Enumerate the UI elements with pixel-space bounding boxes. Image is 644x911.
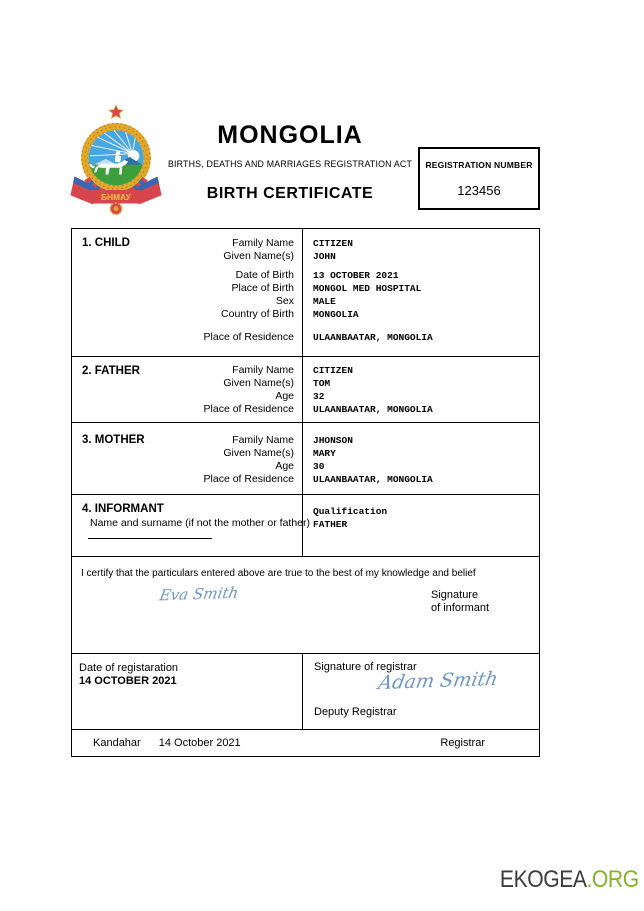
field-value: MARY: [313, 448, 336, 459]
ekogea-logo-tld: .ORG: [586, 866, 639, 893]
document-title: BIRTH CERTIFICATE: [206, 185, 374, 202]
field-value: MONGOL MED HOSPITAL: [313, 283, 422, 294]
section-mother: [72, 423, 539, 495]
informant-name-underline: [88, 538, 212, 539]
field-label: Place of Residence: [203, 331, 294, 343]
field-value: ULAANBAATAR, MONGOLIA: [313, 474, 433, 485]
ekogea-logo: [500, 866, 639, 894]
section-child: [72, 229, 539, 357]
field-label: Place of Residence: [203, 473, 294, 485]
registrar-signature: Adam Smith: [376, 667, 500, 695]
field-label: Given Name(s): [223, 447, 294, 459]
field-value: ULAANBAATAR, MONGOLIA: [313, 404, 433, 415]
section-heading: 2. FATHER: [82, 365, 140, 377]
field-value: 32: [313, 391, 325, 402]
country-title: MONGOLIA: [217, 121, 363, 149]
field-label: Sex: [275, 295, 294, 307]
field-value: MONGOLIA: [313, 309, 359, 320]
field-label: Given Name(s): [223, 377, 294, 389]
field-label: Family Name: [232, 237, 294, 249]
section-registrar: [72, 654, 539, 730]
qualification-value: FATHER: [313, 519, 348, 530]
ekogea-logo-brand: EKOGEA: [500, 866, 587, 893]
field-label: Date of Birth: [235, 269, 294, 281]
section-heading: 1. CHILD: [82, 237, 130, 249]
field-value: MALE: [313, 296, 336, 307]
field-label: Family Name: [232, 434, 294, 446]
section-father: [72, 357, 539, 423]
registration-date-label: Date of registaration: [79, 662, 179, 674]
field-label: Age: [275, 460, 294, 472]
field-label: Family Name: [232, 364, 294, 376]
star-icon: [109, 105, 123, 118]
registration-date-value: 14 OCTOBER 2021: [79, 675, 177, 687]
footer-date: 14 October 2021: [158, 737, 241, 749]
section-heading: 4. INFORMANT: [82, 503, 164, 515]
signature-caption-line1: Signature: [431, 589, 479, 601]
footer-place: Kandahar: [93, 737, 141, 749]
certificate-table: [71, 228, 540, 757]
section-informant: [72, 495, 539, 557]
registration-number-box: [418, 147, 540, 210]
deputy-registrar-label: Deputy Registrar: [314, 706, 397, 718]
registration-number-value: 123456: [457, 183, 501, 198]
field-value: CITIZEN: [313, 365, 353, 376]
section-footer-row: [72, 730, 539, 756]
qualification-label: Qualification: [313, 506, 388, 517]
field-value: 13 OCTOBER 2021: [313, 270, 399, 281]
informant-note: Name and surname (if not the mother or father): [90, 517, 311, 529]
field-value: ULAANBAATAR, MONGOLIA: [313, 332, 433, 343]
field-value: JHONSON: [313, 435, 353, 446]
emblem-ribbon-text: БНМАУ: [101, 191, 131, 202]
field-label: Country of Birth: [221, 308, 294, 320]
registrar-signature-label: Signature of registrar: [314, 661, 417, 673]
field-label: Given Name(s): [223, 250, 294, 262]
signature-caption-line2: of informant: [431, 602, 490, 614]
field-label: Age: [275, 390, 294, 402]
footer-role: Registrar: [440, 737, 485, 749]
act-subtitle: BIRTHS, DEATHS AND MARRIAGES REGISTRATION ACT: [167, 159, 413, 169]
field-label: Place of Birth: [231, 282, 294, 294]
informant-signature: Eva Smith: [158, 583, 240, 605]
field-value: 30: [313, 461, 325, 472]
section-certification: [72, 557, 539, 654]
field-value: CITIZEN: [313, 238, 353, 249]
registration-number-label: REGISTRATION NUMBER: [425, 160, 533, 170]
field-label: Place of Residence: [203, 403, 294, 415]
certification-statement: I certify that the particulars entered above are true to the best of my knowledge and belief: [81, 568, 476, 579]
field-value: JOHN: [313, 251, 336, 262]
field-value: TOM: [313, 378, 331, 389]
section-heading: 3. MOTHER: [82, 434, 145, 446]
